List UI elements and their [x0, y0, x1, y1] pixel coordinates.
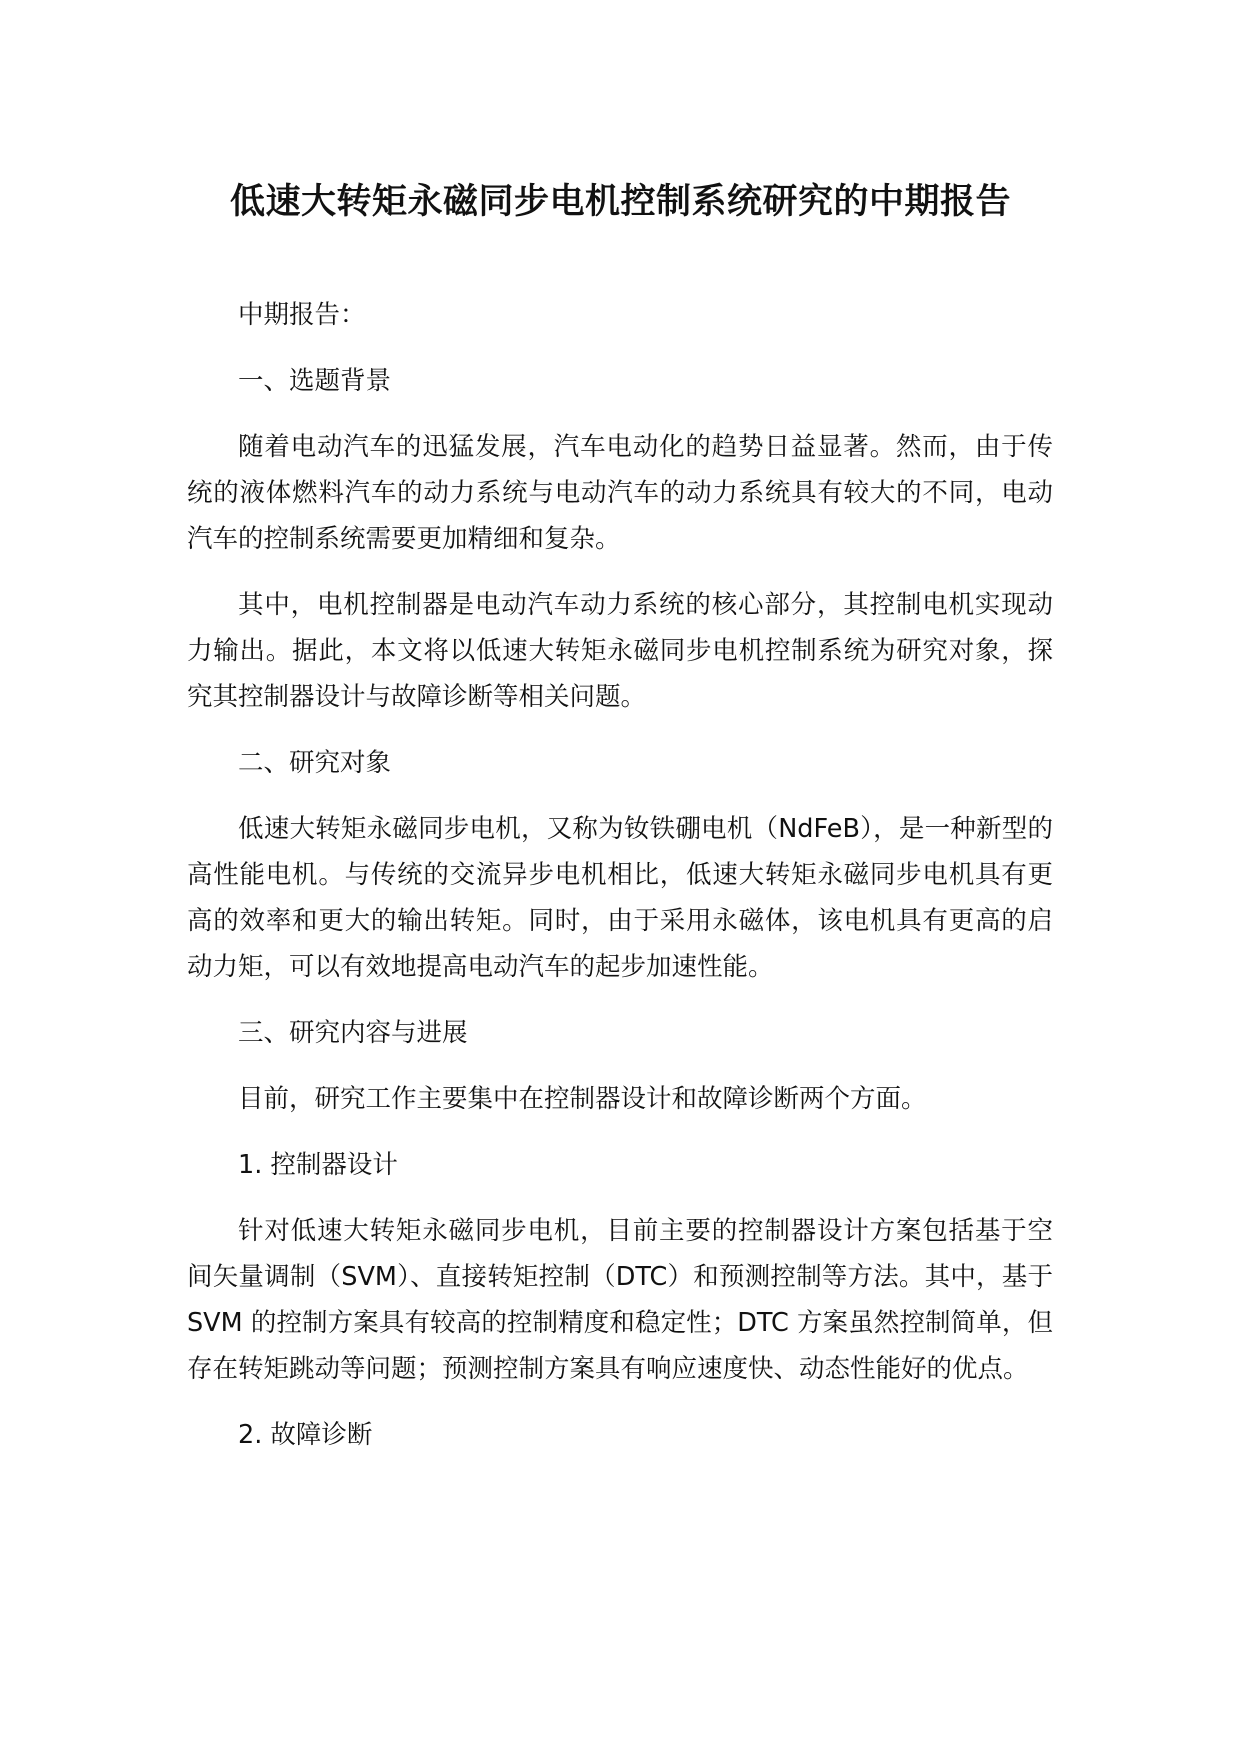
paragraph-object: 低速大转矩永磁同步电机，又称为钕铁硼电机（NdFeB），是一种新型的高性能电机。与传统的交流异步电机相比，低速大转矩永磁同步电机具有更高的效率和更大的输出转矩。同时，由于采用永磁体，该电机具有更高的启动力矩，可以有效地提高电动汽车的起步加速性能。: [187, 814, 1053, 982]
section-heading-object: 二、研究对象: [238, 748, 392, 778]
paragraph-controller: 针对低速大转矩永磁同步电机，目前主要的控制器设计方案包括基于空间矢量调制（SVM）、直接转矩控制（DTC）和预测控制等方法。其中，基于 SVM 的控制方案具有较高的控制精度和稳定性；DTC 方案虽然控制简单，但存在转矩跳动等问题；预测控制方案具有响应速度快、动态性能好的优点。: [187, 1216, 1053, 1384]
subsection-heading-controller: 1. 控制器设计: [238, 1150, 398, 1180]
subsection-heading-diagnosis: 2. 故障诊断: [238, 1420, 373, 1450]
paragraph-background-1: 随着电动汽车的迅猛发展，汽车电动化的趋势日益显著。然而，由于传统的液体燃料汽车的动力系统与电动汽车的动力系统具有较大的不同，电动汽车的控制系统需要更加精细和复杂。: [187, 432, 1053, 554]
section-heading-background: 一、选题背景: [238, 366, 392, 396]
document-title: 低速大转矩永磁同步电机控制系统研究的中期报告: [229, 182, 1011, 222]
report-label: 中期报告：: [238, 300, 366, 330]
paragraph-progress-intro: 目前，研究工作主要集中在控制器设计和故障诊断两个方面。: [238, 1084, 927, 1114]
document-body: [187, 292, 1053, 1478]
paragraph-background-2: 其中，电机控制器是电动汽车动力系统的核心部分，其控制电机实现动力输出。据此，本文将以低速大转矩永磁同步电机控制系统为研究对象，探究其控制器设计与故障诊断等相关问题。: [187, 590, 1053, 712]
section-heading-progress: 三、研究内容与进展: [238, 1018, 468, 1048]
